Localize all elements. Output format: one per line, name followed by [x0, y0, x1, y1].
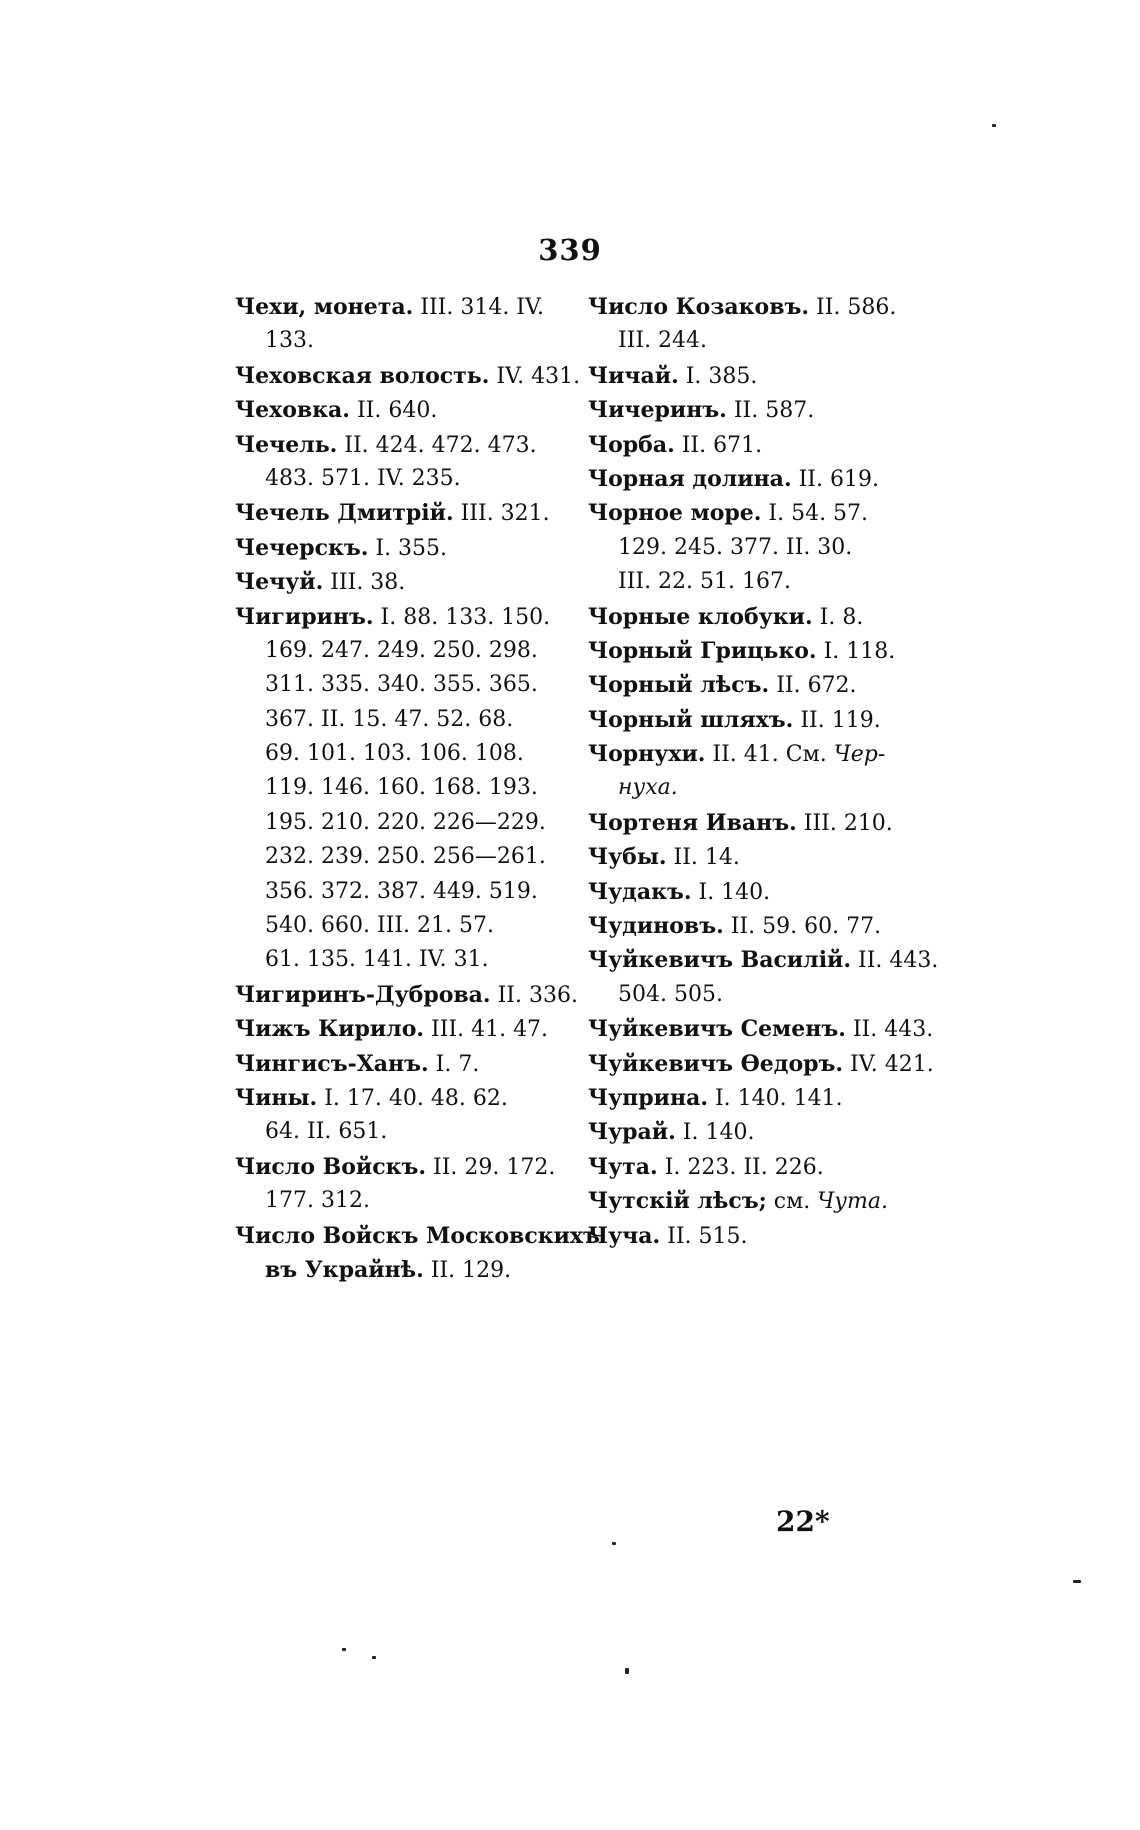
entry-references: II. 640. [349, 398, 438, 424]
entry-heading: Чудакъ. [588, 878, 692, 905]
entry-heading: Число Войскъ. [235, 1153, 427, 1180]
entry-heading: Чорный лѣсъ. [588, 672, 770, 699]
right-column-entry [588, 668, 928, 702]
left-column-entry [235, 324, 570, 358]
entry-references: см. [766, 1189, 818, 1215]
right-column-entry [588, 875, 928, 909]
entry-references: II. 14. [666, 845, 740, 871]
entry-heading: Чорба. [588, 431, 675, 458]
entry-heading: Чигиринъ-Дуброва. [235, 981, 491, 1008]
entry-heading: Чуйкевичъ Василій. [588, 947, 852, 974]
entry-references: I. 140. [675, 1120, 755, 1146]
right-column-entry [588, 1047, 934, 1081]
entry-cross-reference: нуха. [618, 775, 678, 801]
left-column-entry [235, 668, 570, 702]
right-column-entry [588, 290, 928, 324]
entry-references: 64. II. 651. [265, 1119, 388, 1145]
entry-cross-reference: Чута. [817, 1189, 888, 1215]
right-column-entry [588, 1219, 928, 1253]
entry-heading: Чуча. [588, 1222, 661, 1249]
entry-heading: Чуйкевичъ Семенъ. [588, 1016, 846, 1043]
entry-heading: Чечерскъ. [235, 534, 369, 561]
entry-references: II. 586. [809, 295, 897, 320]
left-column-entry [235, 875, 570, 909]
page-number: 339 [538, 233, 602, 267]
entry-references: II. 29. 172. [426, 1154, 556, 1180]
entry-heading: Чорное море. [588, 500, 762, 527]
left-column-entry [235, 462, 570, 496]
entry-heading: Чубы. [588, 844, 667, 871]
entry-heading: Чута. [588, 1153, 658, 1180]
right-column-entry [588, 771, 928, 805]
entry-references: I. 140. 141. [708, 1085, 843, 1111]
entry-heading: Чорнухи. [588, 741, 706, 768]
entry-heading: Число Козаковъ. [588, 294, 810, 320]
right-column-entry [588, 600, 928, 634]
entry-heading: Чехи, монета. [235, 294, 414, 320]
entry-references: 367. II. 15. 47. 52. 68. [265, 706, 514, 732]
entry-heading: Чорная долина. [588, 465, 792, 492]
entry-heading: Чечель. [235, 431, 338, 458]
left-column-entry [235, 1184, 570, 1218]
left-column-entry [235, 943, 570, 977]
entry-references: 61. 135. 141. IV. 31. [265, 947, 489, 973]
entry-references: III. 38. [323, 570, 406, 596]
entry-references: II. 129. [423, 1257, 512, 1283]
entry-heading: Чорный шляхъ. [588, 706, 794, 733]
entry-references: IV. 421. [843, 1051, 934, 1077]
entry-references: III. 314. IV. [413, 295, 545, 320]
left-column-entry [235, 1115, 570, 1149]
right-column-entry [588, 428, 928, 462]
left-column-entry [235, 600, 570, 634]
left-column-entry [235, 1150, 570, 1184]
entry-references: II. 671. [674, 432, 763, 458]
left-column-entry [235, 531, 570, 565]
entry-references: 311. 335. 340. 355. 365. [265, 672, 538, 698]
right-column-entry [588, 806, 928, 840]
entry-references: I. 140. [691, 879, 771, 905]
entry-heading: Чичеринъ. [588, 397, 727, 424]
entry-references: I. 17. 40. 48. 62. [317, 1085, 508, 1111]
left-column-entry [235, 806, 570, 840]
right-column-entry [588, 1115, 928, 1149]
entry-references: II. 443. [845, 1017, 934, 1043]
entry-references: II. 515. [660, 1223, 748, 1249]
entry-cross-reference: Чер- [833, 742, 886, 768]
right-column-entry [588, 324, 928, 358]
right-column-entry [588, 359, 928, 393]
entry-references: I. 385. [678, 363, 758, 389]
right-column-entry [588, 909, 928, 943]
entry-heading: Чурай. [588, 1119, 676, 1146]
entry-references: I. 7. [428, 1051, 480, 1077]
entry-heading: Чуйкевичъ Ѳедоръ. [588, 1050, 844, 1077]
entry-heading: Чорный Грицько. [588, 637, 817, 664]
entry-references: 356. 372. 387. 449. 519. [265, 878, 538, 904]
right-column-entry [588, 1012, 934, 1046]
entry-heading: Чингисъ-Ханъ. [235, 1050, 429, 1077]
entry-heading: Чины. [235, 1084, 318, 1111]
left-column-entry [235, 565, 570, 599]
entry-references: 119. 146. 160. 168. 193. [265, 775, 538, 801]
entry-references: II. 336. [490, 982, 578, 1008]
right-column-entry [588, 393, 928, 427]
left-column-entry [235, 840, 570, 874]
right-column-entry [588, 634, 928, 668]
left-column-entry [235, 1047, 570, 1081]
entry-references: III. 210. [796, 810, 893, 836]
entry-references: I. 118. [816, 638, 896, 664]
entry-references: II. 672. [769, 673, 857, 699]
entry-heading: Чичай. [588, 362, 679, 389]
left-column-entry [235, 978, 578, 1012]
entry-heading: Чутскій лѣсъ; [588, 1188, 767, 1215]
entry-references: 169. 247. 249. 250. 298. [265, 637, 538, 663]
entry-heading: Чеховская волость. [235, 362, 490, 389]
entry-heading: Чудиновъ. [588, 913, 724, 940]
entry-heading: Чортеня Иванъ. [588, 809, 797, 836]
entry-references: IV. 431. [489, 363, 581, 389]
left-column-entry [235, 1081, 570, 1115]
left-column-entry [235, 634, 570, 668]
entry-references: 195. 210. 220. 226—229. [265, 809, 546, 835]
entry-heading: Чуприна. [588, 1084, 708, 1111]
left-column-entry [235, 909, 570, 943]
entry-references: I. 54. 57. [761, 501, 869, 527]
entry-references: 129. 245. 377. II. 30. [618, 534, 853, 560]
left-column-entry [235, 1219, 600, 1253]
entry-references: III. 22. 51. 167. [618, 569, 792, 595]
entry-heading: Чигиринъ. [235, 603, 374, 630]
left-column-entry [235, 359, 581, 393]
entry-references: II. 587. [726, 398, 815, 424]
entry-references: 69. 101. 103. 106. 108. [265, 741, 524, 767]
index-column-left [235, 290, 600, 1287]
entry-references: 483. 571. IV. 235. [265, 465, 461, 491]
entry-heading: въ Украйнѣ. [265, 1256, 424, 1283]
speck [342, 1648, 346, 1651]
entry-references: I. 8. [812, 604, 864, 630]
right-column-entry [588, 462, 928, 496]
entry-references: 177. 312. [265, 1188, 370, 1214]
right-column-entry [588, 1150, 928, 1184]
speck [372, 1656, 376, 1659]
left-column-entry [235, 290, 570, 324]
left-column-entry [235, 1253, 570, 1287]
entry-references: III. 321. [453, 501, 550, 527]
entry-heading: Чижъ Кирило. [235, 1016, 425, 1043]
left-column-entry [235, 1012, 570, 1046]
signature-mark: 22* [776, 1505, 830, 1538]
entry-references: II. 59. 60. 77. [723, 914, 882, 940]
right-column-entry [588, 703, 928, 737]
right-column-entry [588, 737, 928, 771]
right-column-entry [588, 1184, 928, 1218]
left-column-entry [235, 737, 570, 771]
entry-references: I. 355. [368, 535, 448, 561]
right-column-entry [588, 943, 939, 977]
entry-references: III. 41. 47. [424, 1017, 549, 1043]
entry-references: II. 619. [791, 466, 879, 492]
entry-heading: Число Войскъ Московскихъ [235, 1222, 600, 1249]
speck [625, 1668, 629, 1674]
right-column-entry [588, 1081, 928, 1115]
left-column-entry [235, 703, 570, 737]
entry-references: 540. 660. III. 21. 57. [265, 913, 494, 939]
right-column-entry [588, 840, 928, 874]
right-column-entry [588, 978, 928, 1012]
left-column-entry [235, 393, 570, 427]
speck [612, 1542, 616, 1545]
entry-references: I. 223. II. 226. [657, 1154, 824, 1180]
speck [992, 124, 996, 127]
entry-references: 133. [265, 328, 314, 354]
entry-references: 232. 239. 250. 256—261. [265, 844, 546, 870]
right-column-entry [588, 565, 928, 599]
entry-references: I. 88. 133. 150. [373, 604, 551, 630]
entry-heading: Чечуй. [235, 569, 324, 596]
entry-heading: Чорные клобуки. [588, 603, 813, 630]
speck [1073, 1580, 1081, 1583]
index-column-right [588, 290, 939, 1253]
entry-references: 504. 505. [618, 981, 723, 1007]
left-column-entry [235, 771, 570, 805]
entry-references: II. 424. 472. 473. [337, 432, 537, 458]
left-column-entry [235, 428, 570, 462]
entry-references: II. 41. См. [705, 742, 834, 768]
right-column-entry [588, 496, 928, 530]
entry-references: II. 119. [793, 707, 881, 733]
entry-references: III. 244. [618, 328, 708, 354]
entry-heading: Чечель Дмитрій. [235, 500, 454, 527]
entry-heading: Чеховка. [235, 397, 350, 424]
right-column-entry [588, 531, 928, 565]
entry-references: II. 443. [851, 948, 939, 974]
left-column-entry [235, 496, 570, 530]
